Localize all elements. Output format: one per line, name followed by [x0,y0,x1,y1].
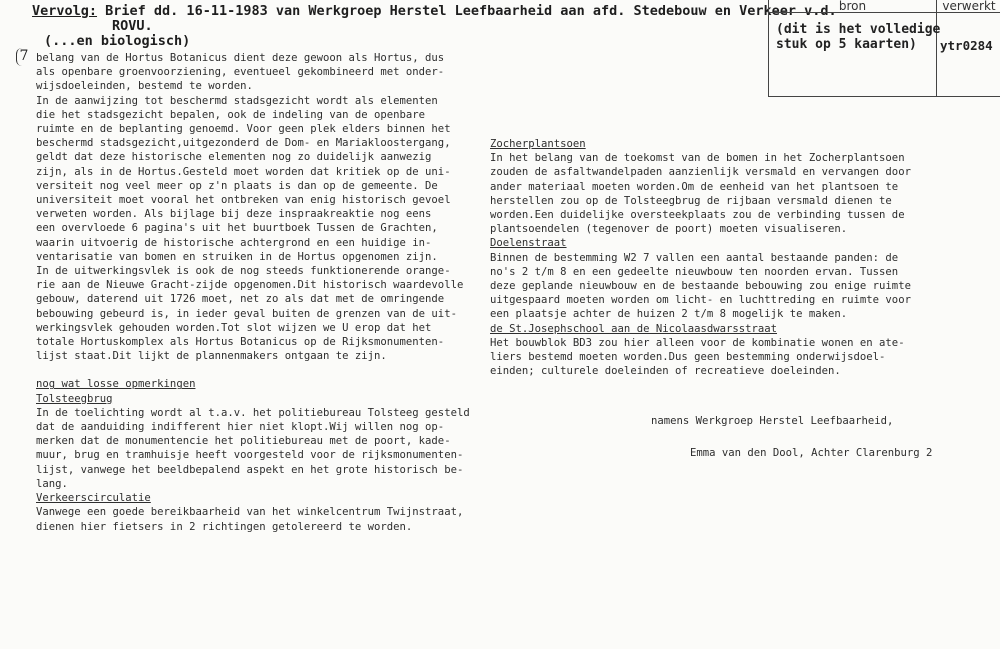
text-line: In de uitwerkingsvlek is ook de nog steeds funktionerende orange- [36,265,451,278]
text-line: lijst, vanwege het beeldbepalend aspekt en het grote historisch be- [36,463,464,476]
text-line: In het belang van de toekomst van de bomen in het Zocherplantsoen [490,152,905,165]
text-line: no's 2 t/m 8 en een gedeelte nieuwbouw ten noorden ervan. Tussen [490,265,899,278]
text-line: wijsdoeleinden, bestemd te worden. [36,80,253,93]
text-line: worden.Een duidelijke oversteekplaats zou de verbinding tussen de [490,209,905,222]
subheading-tolsteegbrug: Tolsteegbrug [36,392,113,405]
text-line: een plaatsje achter de huizen 2 t/m 8 mogelijk te maken. [490,308,848,321]
text-line: verweten worden. Als bijlage bij deze inspraakreaktie nog eens [36,208,432,221]
section-heading-losse-opmerkingen: nog wat losse opmerkingen [36,378,196,391]
text-line: dat de aanduiding indifferent hier niet klopt.Wij willen nog op- [36,421,445,434]
paragraph-hortus [36,51,470,363]
paragraph-tolsteegbrug [36,406,470,491]
text-line: lijst staat.Dit lijkt de plannenmakers ontgaan te zijn. [36,350,387,363]
subheading-zocherplantsoen: Zocherplantsoen [490,138,586,150]
box-header-verwerkt: verwerkt [942,0,996,13]
text-line: die het stadsgezicht bepalen, ook de indeling van de openbare [36,108,426,121]
header-line3: (...en biologisch) [44,33,191,49]
text-line: belang van de Hortus Botanicus dient deze gewoon als Hortus, dus [36,52,445,64]
text-line: universiteit moet vooral het ontbreken van enig historisch gevoel [36,194,451,207]
text-line: lang. [36,477,68,490]
letter-header [32,4,837,49]
text-line: ventarisatie van bomen en struiken in de Hortus opgenomen zijn. [36,250,438,263]
text-line: bebouwing gebeurd is, in ieder geval buiten de grenzen van de uit- [36,307,457,320]
text-line: dienen hier fietsers in 2 richtingen getolereerd te worden. [36,520,413,533]
text-line: liers bestemd moeten worden.Dus geen bestemming onderwijsdoel- [490,351,886,364]
text-line: Binnen de bestemming W2 7 vallen een aantal bestaande panden: de [490,251,899,264]
box-verwerkt-code: ytr0284 [940,38,993,53]
text-line: een overvloede 6 pagina's uit het buurtboek Tussen de Grachten, [36,222,438,235]
header-line1: Brief dd. 16-11-1983 van Werkgroep Herstel Leefbaarheid aan afd. Stedebouw en Verkeer v.d. [97,3,837,19]
text-line: werkingsvlek gehouden worden.Tot slot wijzen we U erop dat het [36,321,432,334]
text-line: zijn, als in de Hortus.Gesteld moet worden dat kritiek op de uni- [36,165,451,178]
text-line: In de aanwijzing tot beschermd stadsgezicht wordt als elementen [36,94,438,107]
subheading-verkeerscirculatie: Verkeerscirculatie [36,492,151,505]
right-text-column [490,137,911,378]
subheading-st-josephschool: de St.Josephschool aan de Nicolaasdwarsstraat [490,322,778,335]
text-line: beschermd stadsgezicht,uitgezonderd de Dom- en Mariakloostergang, [36,137,451,150]
header-vervolg: Vervolg: [32,3,98,19]
spacer [36,363,470,377]
text-line: einden; culturele doeleinden of recreatieve doeleinden. [490,365,841,378]
text-line: ruimte en de beplanting genoemd. Voor geen plek elders binnen het [36,123,451,136]
text-line: waarin uitvoerig de historische achtergrond en een huidige in- [36,236,432,249]
text-line: Vanwege een goede bereikbaarheid van het winkelcentrum Twijnstraat, [36,506,464,519]
paragraph-verkeerscirculatie [36,505,470,533]
text-line: zouden de asfaltwandelpaden aanzienlijk versmald en vervangen door [490,166,911,179]
header-line2: ROVU. [112,18,153,34]
text-line: herstellen zou op de Tolsteegbrug de rijbaan versmald dienen te [490,194,892,207]
page-number-mark: 7 [16,48,31,66]
text-line: uitgespaard moeten worden om licht- en luchttreding en ruimte voor [490,294,911,307]
archive-reference-box [768,0,1000,97]
subheading-doelenstraat: Doelenstraat [490,237,567,250]
text-line: geldt dat deze historische elementen nog zo duidelijk aanwezig [36,151,432,164]
paragraph-zocherplantsoen [490,151,911,236]
paragraph-st-josephschool [490,336,911,379]
text-line: In de toelichting wordt al t.a.v. het politiebureau Tolsteeg gesteld [36,406,470,419]
text-line: als openbare groenvoorziening, eventueel gekombineerd met onder- [36,66,445,79]
left-text-column [36,51,470,534]
box-bron-text: (dit is het volledige stuk op 5 kaarten) [776,22,941,52]
text-line: deze geplande nieuwbouw en de bestaande bebouwing zou enige ruimte [490,280,911,293]
text-line: rie aan de Nieuwe Gracht-zijde opgenomen.Dit historisch waardevolle [36,279,464,292]
signature-line-organisation: namens Werkgroep Herstel Leefbaarheid, [651,415,894,427]
text-line: plantsoendelen (tegenover de poort) moeten visualiseren. [490,223,848,236]
text-line: totale Hortuskomplex als Hortus Botanicus op de Rijksmonumenten- [36,336,445,349]
text-line: Het bouwblok BD3 zou hier alleen voor de kombinatie wonen en ate- [490,336,905,349]
signature-line-name: Emma van den Dool, Achter Clarenburg 2 [690,447,933,459]
text-line: muur, brug en tramhuisje heeft voorgesteld voor de rijksmonumenten- [36,449,464,462]
text-line: merken dat de monumentencie het politiebureau met de poort, kade- [36,435,451,448]
paragraph-doelenstraat [490,251,911,322]
text-line: ander materiaal moeten worden.Om de eenheid van het plantsoen te [490,180,899,193]
text-line: gebouw, daterend uit 1726 moet, net zo als dat met de omringende [36,293,445,306]
box-header-bron: bron [838,0,867,13]
text-line: versiteit nog veel meer op z'n plaats is dan op de gemeente. De [36,179,438,192]
